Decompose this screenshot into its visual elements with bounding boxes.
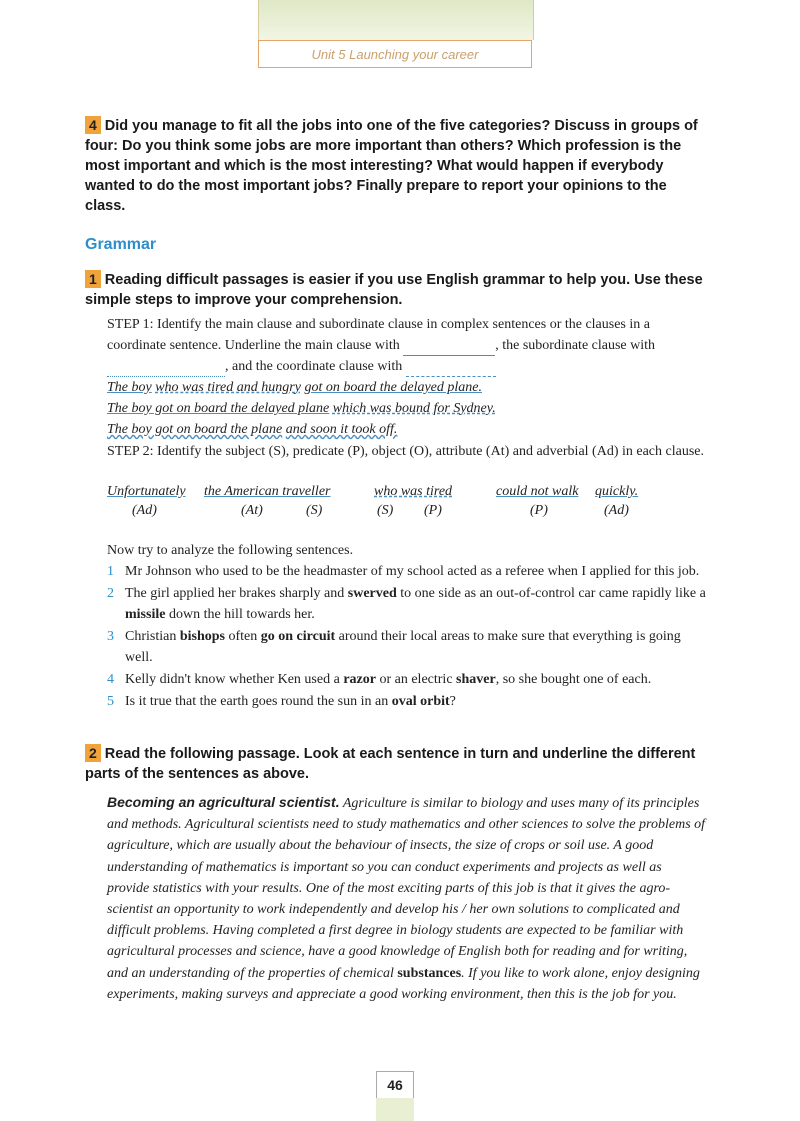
item-text: Mr Johnson who used to be the headmaster of my school acted as a referee when I applied for this job. <box>125 564 700 579</box>
vocab-word: bishops <box>179 629 225 644</box>
example-word: could not walk <box>496 484 579 499</box>
passage-text: Agriculture is similar to biology and uses many of its principles and methods. Agricultural scientists need to study mathematics and other sciences to solve the problems of agriculture, which are usually about the behaviour of insects, the size of crops or soil use. A good understanding of mathematics is important so you can conduct experiments and projects as well as provide statistics with your results. One of the most exciting parts of this job is that it gives the agro-scientist an opportunity to work independently and develop his / her own solutions to complicated and difficult problems. Having completed a first degree in biology students are expected to be familiar with agricultural processes and science, have a good knowledge of English both for reading and for writing, and an understanding of the properties of chemical <box>107 796 706 981</box>
step-text: STEP 1: Identify the main clause and subordinate clause in complex sentences or the clauses in a coordinate sentence. Underline the main clause with <box>107 317 650 353</box>
main-clause: The boy got on board the delayed plane <box>107 401 330 416</box>
step-1 <box>107 314 707 377</box>
reading-passage <box>107 792 707 1005</box>
grammar-label: (S) <box>377 503 394 518</box>
vocab-word: go on circuit <box>260 629 336 644</box>
item-text: often <box>225 629 261 644</box>
list-item <box>107 669 707 690</box>
list-item <box>107 691 707 712</box>
page-number: 46 <box>376 1071 414 1099</box>
task-text: Read the following passage. Look at each sentence in turn and underline the different parts of the sentences as above. <box>85 746 696 782</box>
step-text: , and the coordinate clause with <box>225 359 403 374</box>
step-text: , the subordinate clause with <box>495 338 656 353</box>
solid-line-sample <box>403 341 495 356</box>
item-number: 4 <box>107 672 114 687</box>
task-number: 4 <box>85 116 101 134</box>
grammar-label: (At) <box>241 503 263 518</box>
vocab-word: shaver <box>456 672 496 687</box>
subordinate-clause: who was tired and hungry <box>155 380 301 395</box>
item-text: to one side as an out-of-control car came rapidly like a <box>396 586 706 601</box>
item-text: , so she bought one of each. <box>495 672 652 687</box>
example-word: Unfortunately <box>107 484 186 499</box>
item-number: 3 <box>107 629 114 644</box>
item-text: Kelly didn't know whether Ken used a <box>125 672 344 687</box>
vocab-word: oval orbit <box>391 694 450 709</box>
item-number: 2 <box>107 586 114 601</box>
passage-text: . If you like to work alone, enjoy designing experiments, making surveys and appreciate a good working environment, then this is the job for you. <box>107 965 700 1002</box>
coordinate-clause: The boy got on board the plane <box>107 422 283 437</box>
section-heading: Grammar <box>85 236 157 253</box>
grammar-label: (P) <box>424 503 442 518</box>
example-word: quickly. <box>595 484 639 499</box>
vocab-word: missile <box>125 607 166 622</box>
passage-title: Becoming an agricultural scientist. <box>107 794 340 810</box>
task-4 <box>85 116 710 216</box>
example-sentences <box>107 377 707 440</box>
task-text: Reading difficult passages is easier if you use English grammar to help you. Use these simple steps to improve your comprehension. <box>85 272 703 308</box>
dotted-line-sample <box>107 362 225 377</box>
list-item <box>107 561 707 582</box>
task-text: Did you manage to fit all the jobs into one of the five categories? Discuss in groups of four: Do you think some jobs are more important than others? Which profession is the most important and which is the most interesting? What would happen if everybody wanted to do the most important jobs? Finally prepare to report your opinions to the class. <box>85 118 698 214</box>
unit-title: Unit 5 Launching your career <box>258 40 532 68</box>
example-word: who was tired <box>374 484 453 499</box>
item-text: ? <box>449 694 456 709</box>
item-number: 5 <box>107 694 114 709</box>
subordinate-clause: which was bound for Sydney. <box>332 401 496 416</box>
header-banner <box>258 0 534 40</box>
main-clause: got on board the delayed plane. <box>304 380 482 395</box>
vocab-word: swerved <box>347 586 397 601</box>
grammar-label: (P) <box>530 503 548 518</box>
sentence-list <box>107 561 707 713</box>
coordinate-clause: and soon it took off. <box>285 422 398 437</box>
item-text: Is it true that the earth goes round the sun in an <box>125 694 392 709</box>
item-text: The girl applied her brakes sharply and <box>125 586 348 601</box>
item-text: or an electric <box>375 672 457 687</box>
list-item <box>107 583 707 625</box>
item-text: around their local areas to make sure that everything is going well. <box>125 629 681 665</box>
example-word: the American traveller <box>204 484 331 499</box>
grammar-label: (Ad) <box>604 503 629 518</box>
task-number: 1 <box>85 270 101 288</box>
vocab-word: razor <box>343 672 376 687</box>
item-number: 1 <box>107 564 114 579</box>
task-number: 2 <box>85 744 101 762</box>
item-text: Christian <box>125 629 180 644</box>
grammar-label: (Ad) <box>132 503 157 518</box>
vocab-word: substances <box>397 965 462 981</box>
task-2 <box>85 744 710 784</box>
grammar-label: (S) <box>306 503 323 518</box>
step-2: STEP 2: Identify the subject (S), predicate (P), object (O), attribute (At) and adverbial (Ad) in each clause. <box>107 444 704 459</box>
main-clause: The boy <box>107 380 152 395</box>
analysis-example <box>107 481 707 521</box>
wavy-line-sample <box>406 362 496 377</box>
task-1 <box>85 270 710 310</box>
footer-strip <box>376 1098 414 1121</box>
list-item <box>107 626 707 668</box>
item-text: down the hill towards her. <box>165 607 315 622</box>
instruction-text: Now try to analyze the following sentences. <box>107 543 354 558</box>
